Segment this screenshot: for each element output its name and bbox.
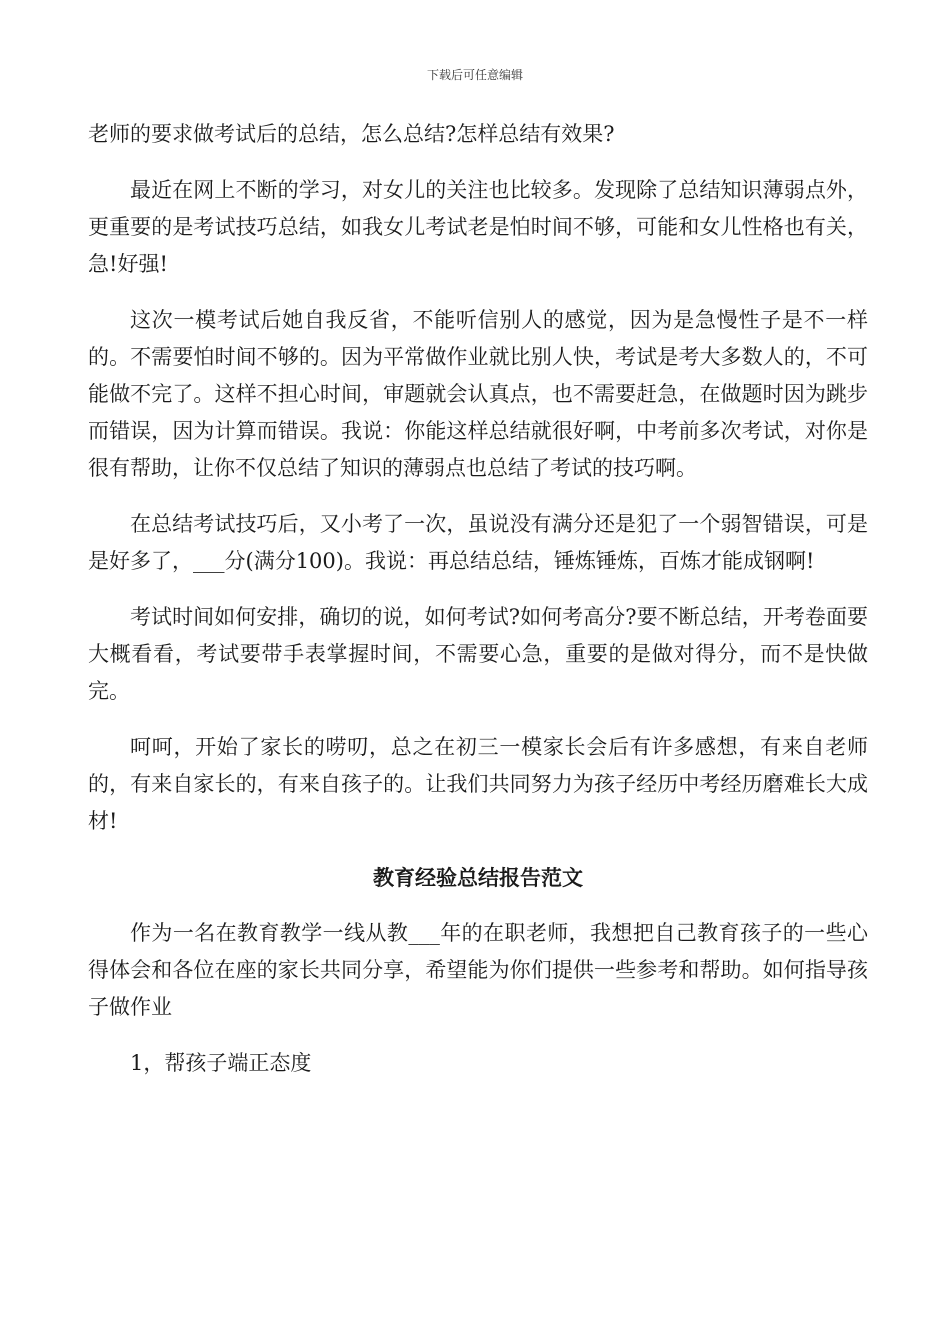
paragraph-6: 呵呵，开始了家长的唠叨，总之在初三一模家长会后有许多感想，有来自老师的，有来自家长的，有来自孩子的。让我们共同努力为孩子经历中考经历磨难长大成材! xyxy=(88,735,868,833)
section-title: 教育经验总结报告范文 xyxy=(373,865,583,890)
paragraph-4: 在总结考试技巧后，又小考了一次，虽说没有满分还是犯了一个弱智错误，可是是好多了，___分(满分100)。我说：再总结总结，锤炼锤炼，百炼才能成钢啊! xyxy=(88,512,868,573)
page-header-note: 下载后可任意编辑 xyxy=(426,68,523,82)
section-paragraph-2: 1，帮孩子端正态度 xyxy=(130,1051,312,1075)
paragraph-2: 最近在网上不断的学习，对女儿的关注也比较多。发现除了总结知识薄弱点外，更重要的是考试技巧总结，如我女儿考试老是怕时间不够，可能和女儿性格也有关，急!好强! xyxy=(88,178,868,276)
paragraph-1: 老师的要求做考试后的总结，怎么总结?怎样总结有效果? xyxy=(88,122,615,146)
document-body xyxy=(88,116,868,1101)
section-paragraph-1: 作为一名在教育教学一线从教___年的在职老师，我想把自己教育孩子的一些心得体会和各位在座的家长共同分享，希望能为你们提供一些参考和帮助。如何指导孩子做作业 xyxy=(88,921,868,1019)
paragraph-3: 这次一模考试后她自我反省，不能听信别人的感觉，因为是急慢性子是不一样的。不需要怕时间不够的。因为平常做作业就比别人快，考试是考大多数人的，不可能做不完了。这样不担心时间，审题就会认真点，也不需要赶急，在做题时因为跳步而错误，因为计算而错误。我说：你能这样总结就很好啊，中考前多次考试，对你是很有帮助，让你不仅总结了知识的薄弱点也总结了考试的技巧啊。 xyxy=(88,308,868,480)
paragraph-5: 考试时间如何安排，确切的说，如何考试?如何考高分?要不断总结，开考卷面要大概看看，考试要带手表掌握时间，不需要心急，重要的是做对得分，而不是快做完。 xyxy=(88,605,868,703)
